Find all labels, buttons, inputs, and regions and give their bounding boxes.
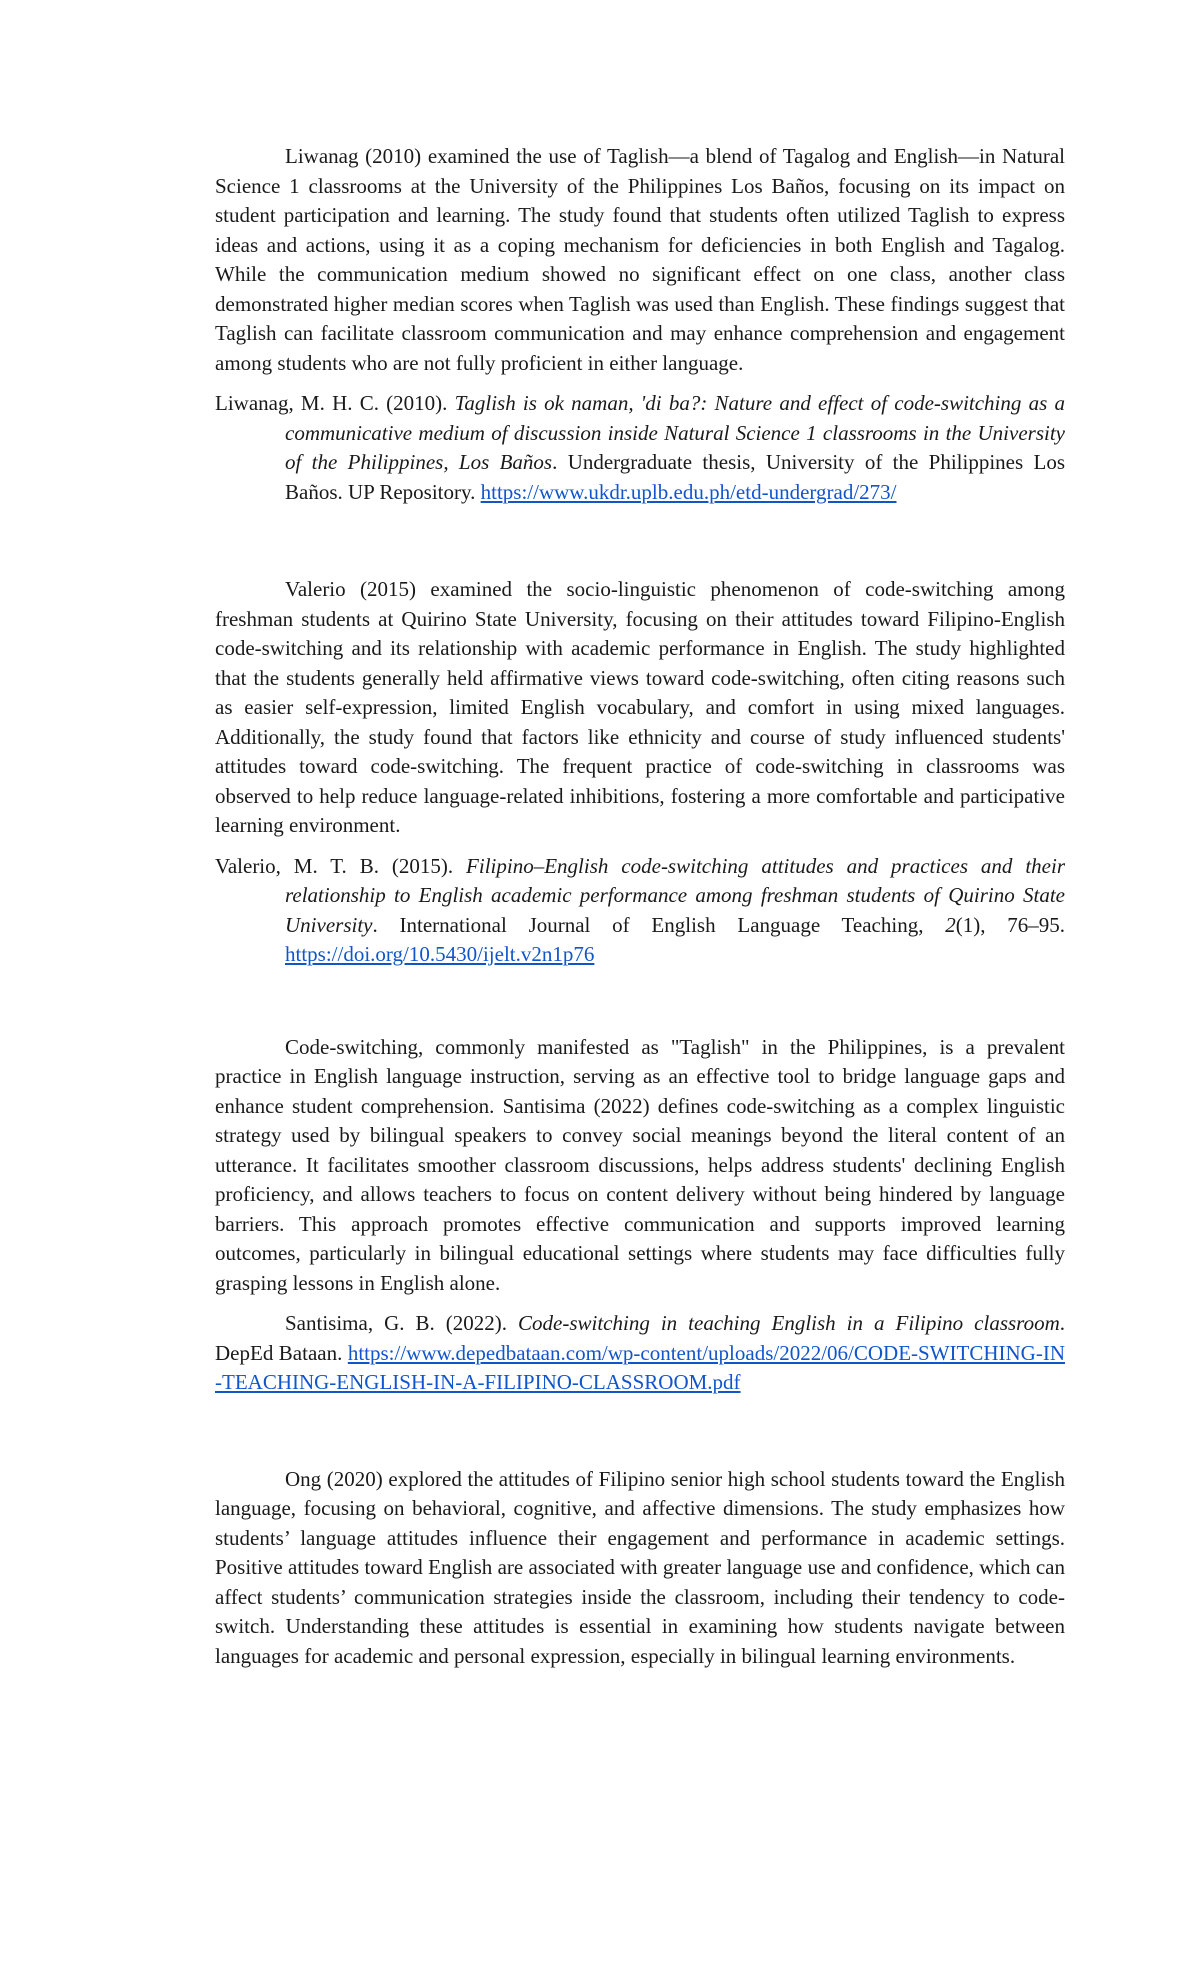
reference-volume: 2	[945, 912, 956, 937]
paragraph-valerio: Valerio (2015) examined the socio-linguistic phenomenon of code-switching among freshman students at Quirino State University, focusing on their attitudes toward Filipino-English code-switching and its relationship with academic performance in English. The study highlighted that the students generally held affirmative views toward code-switching, often citing reasons such as easier self-expression, limited English vocabulary, and comfort in using mixed languages. Additionally, the study found that factors like ethnicity and course of study influenced students' attitudes toward code-switching. The frequent practice of code-switching in classrooms was observed to help reduce language-related inhibitions, fostering a more comfortable and participative learning environment.	[215, 577, 1065, 837]
reference-title: Code-switching in teaching English in a Filipino classroom	[518, 1311, 1060, 1335]
reference-author: Liwanag, M. H. C. (2010).	[215, 391, 455, 415]
reference-source: . Undergraduate thesis, University of the Philippines Los Baños. UP Repository.	[285, 450, 1066, 504]
reference-santisima	[215, 1309, 1065, 1398]
reference-title: Filipino–English code-switching attitudes and practices and their relationship to English academic performance among freshman students of Quirino State University	[285, 853, 1065, 937]
reference-link[interactable]: https://www.depedbataan.com/wp-content/uploads/2022/06/CODE-SWITCHING-IN-TEACHING-ENGLISH-IN-A-FILIPINO-CLASSROOM.pdf	[215, 1340, 1065, 1394]
reference-source: . DepEd Bataan.	[215, 1311, 1065, 1365]
reference-liwanag	[215, 389, 1065, 507]
reference-valerio	[215, 852, 1065, 970]
section-spacer	[215, 970, 1065, 1033]
reference-author: Valerio, M. T. B. (2015).	[215, 853, 467, 878]
paragraph-liwanag: Liwanag (2010) examined the use of Taglish—a blend of Tagalog and English—in Natural Science 1 classrooms at the University of the Philippines Los Baños, focusing on its impact on student participation and learning. The study found that students often utilized Taglish to express ideas and actions, using it as a coping mechanism for deficiencies in both English and Tagalog. While the communication medium showed no significant effect on one class, another class demonstrated higher median scores when Taglish was used than English. These findings suggest that Taglish can facilitate classroom communication and may enhance comprehension and engagement among students who are not fully proficient in either language.	[215, 144, 1065, 375]
reference-link[interactable]: https://www.ukdr.uplb.edu.ph/etd-undergrad/273/	[480, 479, 897, 504]
paragraph-ong: Ong (2020) explored the attitudes of Filipino senior high school students toward the English language, focusing on behavioral, cognitive, and affective dimensions. The study emphasizes how students’ language attitudes influence their engagement and performance in academic settings. Positive attitudes toward English are associated with greater language use and confidence, which can affect students’ communication strategies inside the classroom, including their tendency to code-switch. Understanding these attitudes is essential in examining how students navigate between languages for academic and personal expression, especially in bilingual learning environments.	[215, 1466, 1065, 1668]
section-spacer	[215, 1398, 1065, 1465]
document-page	[215, 142, 1065, 1671]
reference-author: Santisima, G. B. (2022).	[285, 1311, 519, 1335]
paragraph-santisima: Code-switching, commonly manifested as "Taglish" in the Philippines, is a prevalent practice in English language instruction, serving as an effective tool to bridge language gaps and enhance student comprehension. Santisima (2022) defines code-switching as a complex linguistic strategy used by bilingual speakers to convey social meanings beyond the literal content of an utterance. It facilitates smoother classroom discussions, helps address students' declining English proficiency, and allows teachers to focus on content delivery without being hindered by language barriers. This approach promotes effective communication and supports improved learning outcomes, particularly in bilingual educational settings where students may face difficulties fully grasping lessons in English alone.	[215, 1034, 1065, 1295]
reference-source: . International Journal of English Language Teaching,	[372, 912, 946, 937]
reference-pages: (1), 76–95.	[955, 912, 1065, 937]
reference-link[interactable]: https://doi.org/10.5430/ijelt.v2n1p76	[285, 942, 595, 966]
section-spacer	[215, 507, 1065, 575]
reference-title: Taglish is ok naman, 'di ba?: Nature and effect of code-switching as a communicative medium of discussion inside Natural Science 1 classrooms in the University of the Philippines, Los Baños	[285, 391, 1065, 474]
